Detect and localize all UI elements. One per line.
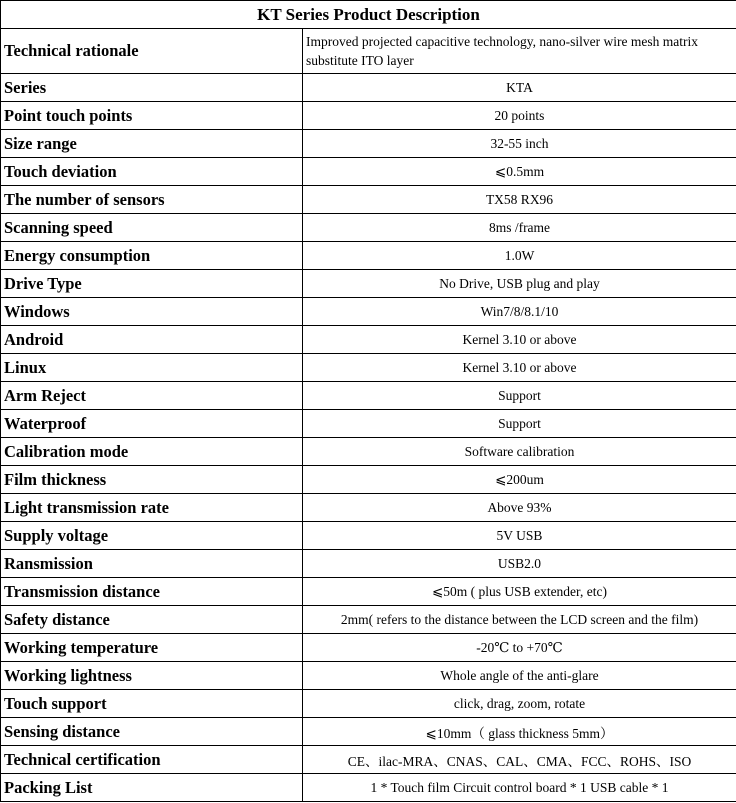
table-row [1,410,736,438]
row-label: Android [1,326,303,354]
row-value: USB2.0 [303,550,736,578]
row-value: click, drag, zoom, rotate [303,690,736,718]
table-row [1,494,736,522]
row-value: Support [303,410,736,438]
row-label: Working lightness [1,662,303,690]
table-row [1,354,736,382]
row-label: Supply voltage [1,522,303,550]
row-label: Waterproof [1,410,303,438]
row-value: 1 * Touch film Circuit control board * 1 USB cable * 1 [303,774,736,802]
row-label: Film thickness [1,466,303,494]
row-label: Packing List [1,774,303,802]
table-row [1,690,736,718]
row-value: Kernel 3.10 or above [303,354,736,382]
row-label: Linux [1,354,303,382]
row-value: 2mm( refers to the distance between the LCD screen and the film) [303,606,736,634]
row-value: Improved projected capacitive technology, nano-silver wire mesh matrix substitute ITO layer [303,29,736,74]
title-row [1,1,736,29]
row-label: Drive Type [1,270,303,298]
table-row [1,550,736,578]
table-row [1,298,736,326]
row-value: Win7/8/8.1/10 [303,298,736,326]
table-row [1,578,736,606]
row-label: Technical certification [1,746,303,774]
row-value: ⩽0.5mm [303,158,736,186]
row-value: 8ms /frame [303,214,736,242]
row-value: 20 points [303,102,736,130]
row-value: KTA [303,74,736,102]
table-row [1,382,736,410]
row-value: Above 93% [303,494,736,522]
table-row [1,718,736,746]
row-value: Software calibration [303,438,736,466]
row-value: ⩽10mm（ glass thickness 5mm） [303,718,736,746]
row-value: 1.0W [303,242,736,270]
row-value: No Drive, USB plug and play [303,270,736,298]
table-row [1,242,736,270]
table-row [1,662,736,690]
row-value: CE、ilac-MRA、CNAS、CAL、CMA、FCC、ROHS、ISO [303,746,736,774]
row-value: -20℃ to +70℃ [303,634,736,662]
row-label: Touch support [1,690,303,718]
row-value: 5V USB [303,522,736,550]
row-label: Energy consumption [1,242,303,270]
table-row [1,186,736,214]
table-row [1,466,736,494]
row-value: TX58 RX96 [303,186,736,214]
table-row [1,130,736,158]
row-label: Arm Reject [1,382,303,410]
row-label: Light transmission rate [1,494,303,522]
table-row [1,438,736,466]
row-label: The number of sensors [1,186,303,214]
row-value: ⩽50m ( plus USB extender, etc) [303,578,736,606]
table-row [1,522,736,550]
table-row [1,158,736,186]
table-row [1,214,736,242]
table-row [1,29,736,74]
row-label: Point touch points [1,102,303,130]
table-row [1,326,736,354]
row-label: Technical rationale [1,29,303,74]
table-row [1,270,736,298]
row-label: Working temperature [1,634,303,662]
table-row [1,606,736,634]
row-value: Whole angle of the anti-glare [303,662,736,690]
row-label: Transmission distance [1,578,303,606]
row-label: Calibration mode [1,438,303,466]
table-row [1,74,736,102]
row-value: 32-55 inch [303,130,736,158]
table-row [1,102,736,130]
row-label: Series [1,74,303,102]
row-value: Support [303,382,736,410]
row-value: ⩽200um [303,466,736,494]
row-label: Touch deviation [1,158,303,186]
table-row [1,634,736,662]
table-title: KT Series Product Description [1,1,736,29]
row-label: Ransmission [1,550,303,578]
row-label: Windows [1,298,303,326]
table-row [1,774,736,802]
row-label: Size range [1,130,303,158]
row-label: Scanning speed [1,214,303,242]
row-value: Kernel 3.10 or above [303,326,736,354]
table-row [1,746,736,774]
row-label: Safety distance [1,606,303,634]
row-label: Sensing distance [1,718,303,746]
